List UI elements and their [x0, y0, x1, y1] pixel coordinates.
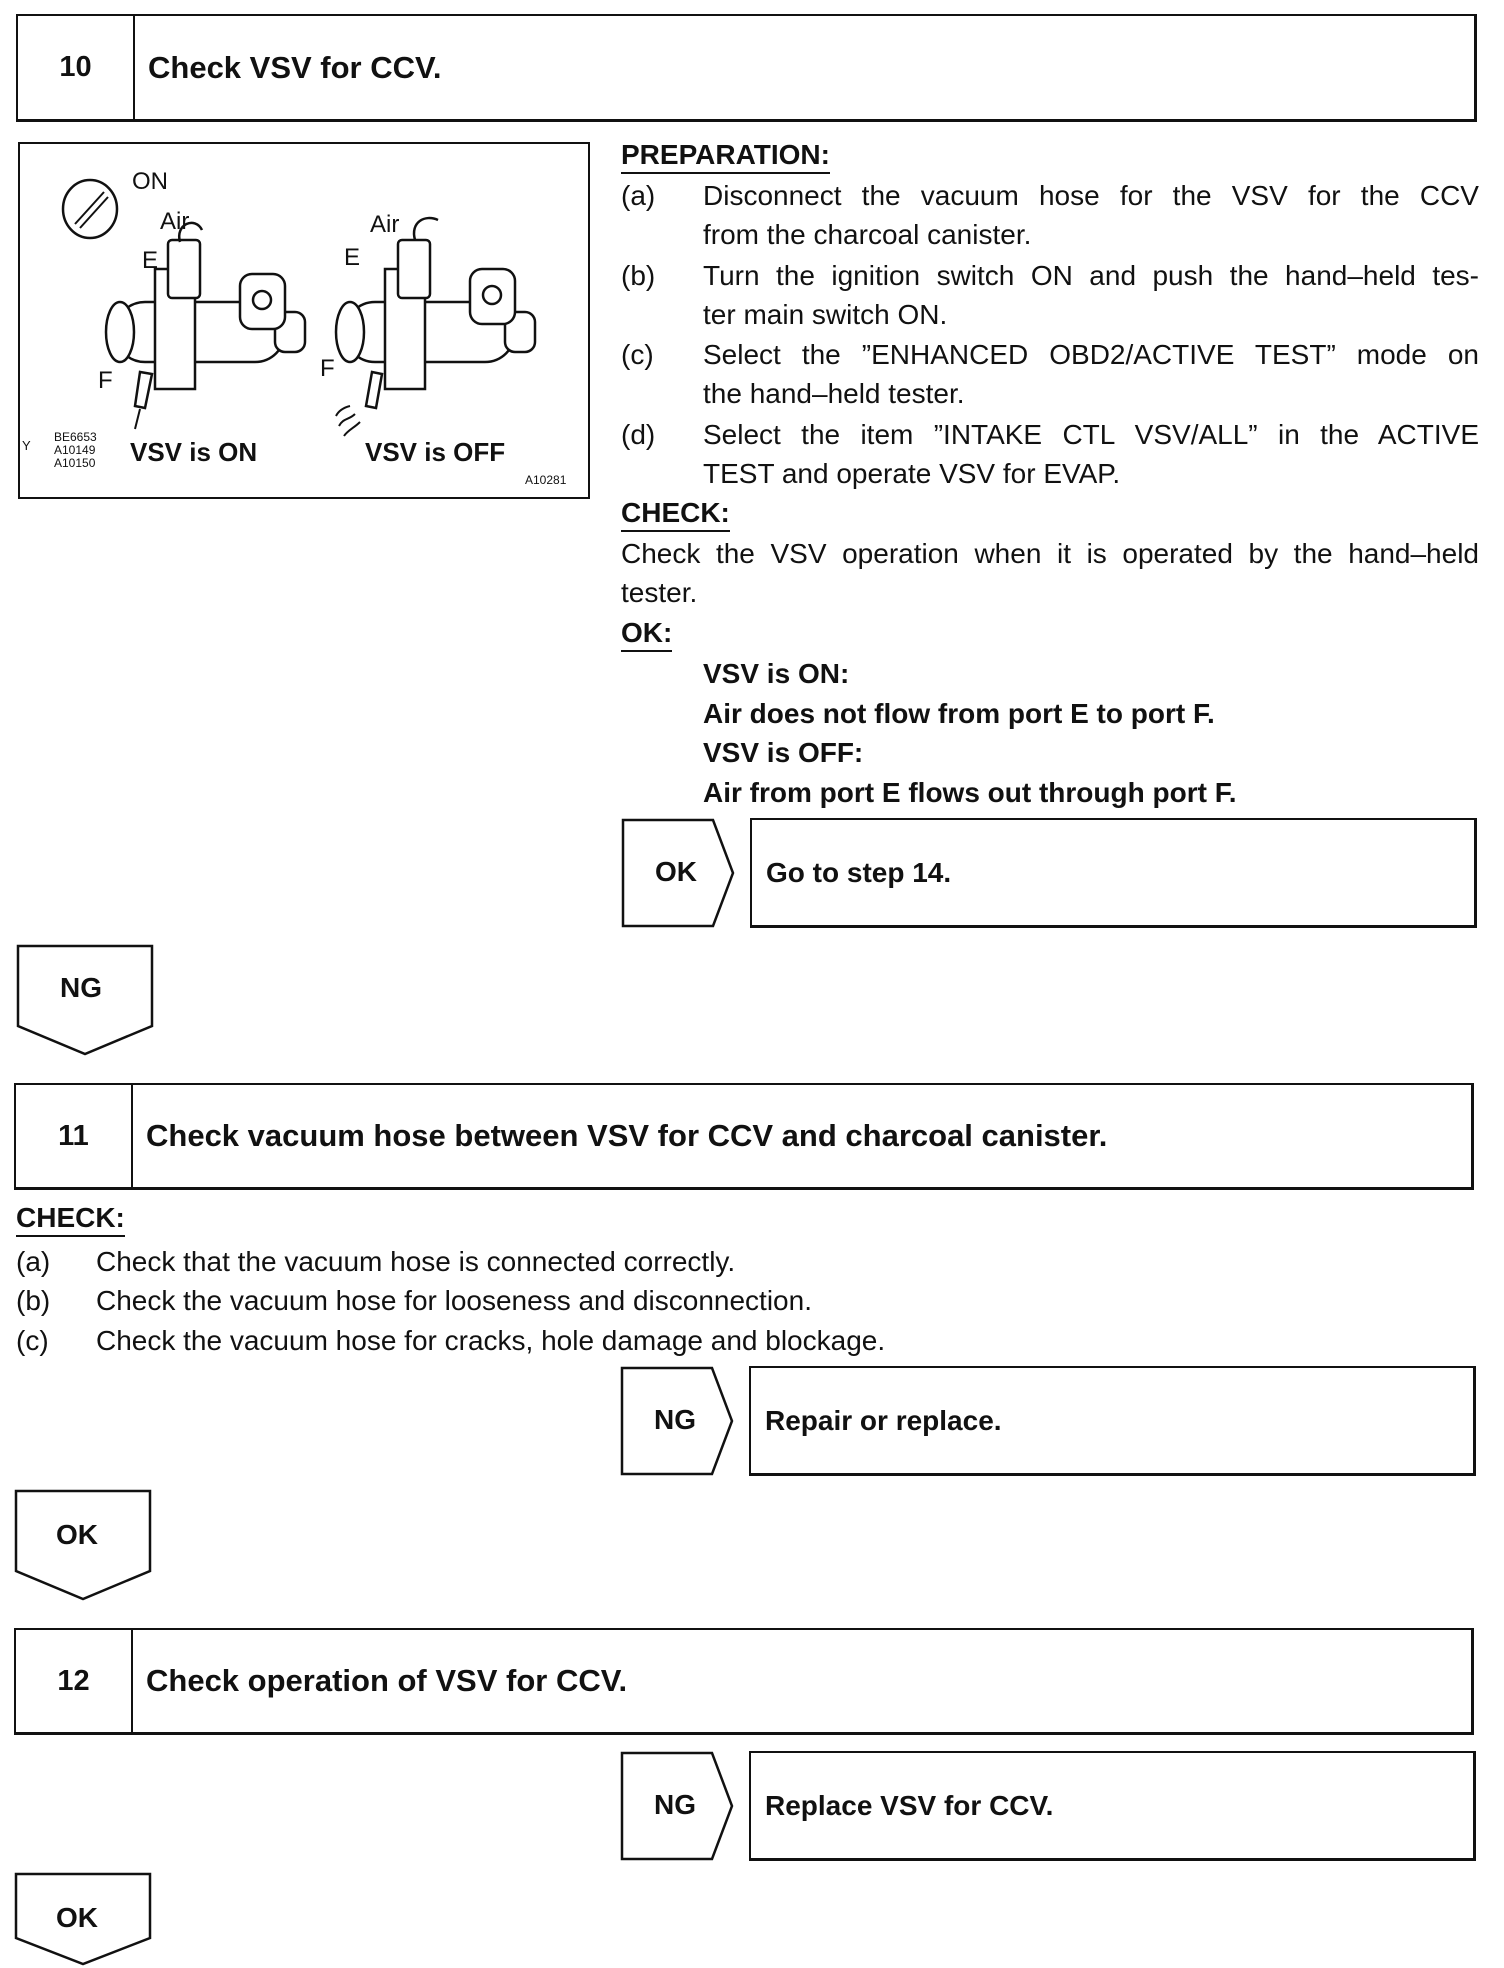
port-e-right: E	[344, 244, 361, 271]
check-heading: CHECK:	[621, 497, 730, 532]
vsv-on-drawing	[106, 223, 305, 429]
prep-a-line1: Disconnect the vacuum hose for the VSV for the CCV	[703, 180, 1479, 211]
check-text-b: Check the vacuum hose for looseness and disconnection.	[96, 1285, 812, 1316]
prep-label-a: (a)	[621, 180, 656, 211]
result-box-step10: Go to step 14.	[750, 818, 1477, 928]
result-arrow-ng-12	[620, 1751, 735, 1861]
step-11-header	[14, 1083, 1474, 1190]
ok-line-2: Air does not flow from port E to port F.	[703, 698, 1215, 729]
check-heading-11: CHECK:	[16, 1202, 125, 1237]
caption-vsv-on: VSV is ON	[130, 437, 258, 467]
check-line2: tester.	[621, 577, 698, 608]
prep-c-line2: the hand–held tester.	[703, 378, 965, 409]
step-number: 12	[16, 1630, 133, 1732]
result-arrow-ok	[621, 818, 736, 928]
check-label-b: (b)	[16, 1285, 51, 1316]
check-text-a: Check that the vacuum hose is connected correctly.	[96, 1246, 736, 1277]
down-arrow-ok-12	[14, 1872, 154, 1966]
step-title: Check vacuum hose between VSV for CCV and charcoal canister.	[146, 1118, 1108, 1153]
down-arrow-label: OK	[56, 1519, 98, 1550]
step-10-header	[16, 14, 1477, 122]
ref-code-1: BE6653	[54, 430, 97, 444]
air-label-right: Air	[370, 211, 400, 238]
port-e-left: E	[142, 247, 159, 274]
ref-code-right: A10281	[525, 473, 567, 487]
ok-heading: OK:	[621, 617, 672, 652]
step-number: 11	[16, 1085, 133, 1187]
check-text-c: Check the vacuum hose for cracks, hole damage and blockage.	[96, 1325, 886, 1356]
prep-c-line1: Select the ”ENHANCED OBD2/ACTIVE TEST” mode on	[703, 339, 1479, 370]
vsv-off-drawing	[336, 218, 535, 436]
prep-d-line1: Select the item ”INTAKE CTL VSV/ALL” in the ACTIVE	[703, 419, 1479, 450]
down-arrow-ok-11	[14, 1489, 154, 1601]
vsv-illustration	[18, 142, 590, 499]
prep-d-line2: TEST and operate VSV for EVAP.	[703, 458, 1121, 489]
ok-line-1: VSV is ON:	[703, 658, 850, 689]
down-arrow-label: OK	[56, 1902, 98, 1933]
down-arrow-ng	[16, 944, 156, 1056]
prep-b-line2: ter main switch ON.	[703, 299, 948, 330]
ref-code-3: A10150	[54, 456, 96, 470]
result-arrow-label: NG	[654, 1404, 696, 1435]
prep-b-line1: Turn the ignition switch ON and push the hand–held tes-	[703, 260, 1479, 291]
result-arrow-ng-11	[620, 1366, 735, 1476]
prep-label-d: (d)	[621, 419, 656, 450]
check-label-a: (a)	[16, 1246, 51, 1277]
step-number: 10	[18, 16, 135, 119]
ref-y: Y	[22, 438, 31, 453]
port-f-right: F	[320, 355, 335, 382]
port-f-left: F	[98, 367, 113, 394]
air-label-left: Air	[160, 208, 190, 235]
ok-line-3: VSV is OFF:	[703, 737, 864, 768]
down-arrow-label: NG	[60, 972, 102, 1003]
ignition-switch-icon	[63, 180, 117, 238]
ok-line-4: Air from port E flows out through port F.	[703, 777, 1237, 808]
switch-on-label: ON	[132, 168, 168, 195]
caption-vsv-off: VSV is OFF	[365, 437, 506, 467]
prep-label-b: (b)	[621, 260, 656, 291]
result-arrow-label: OK	[655, 856, 697, 887]
step-title: Check VSV for CCV.	[148, 49, 442, 85]
ref-code-2: A10149	[54, 443, 96, 457]
step-12-header	[14, 1628, 1474, 1735]
step-title: Check operation of VSV for CCV.	[146, 1663, 628, 1698]
prep-label-c: (c)	[621, 339, 654, 370]
check-label-c: (c)	[16, 1325, 49, 1356]
result-box-step11: Repair or replace.	[749, 1366, 1476, 1476]
check-line1: Check the VSV operation when it is operated by the hand–held	[621, 538, 1479, 569]
result-box-step12: Replace VSV for CCV.	[749, 1751, 1476, 1861]
result-arrow-label: NG	[654, 1789, 696, 1820]
preparation-heading: PREPARATION:	[621, 139, 830, 174]
prep-a-line2: from the charcoal canister.	[703, 219, 1032, 250]
